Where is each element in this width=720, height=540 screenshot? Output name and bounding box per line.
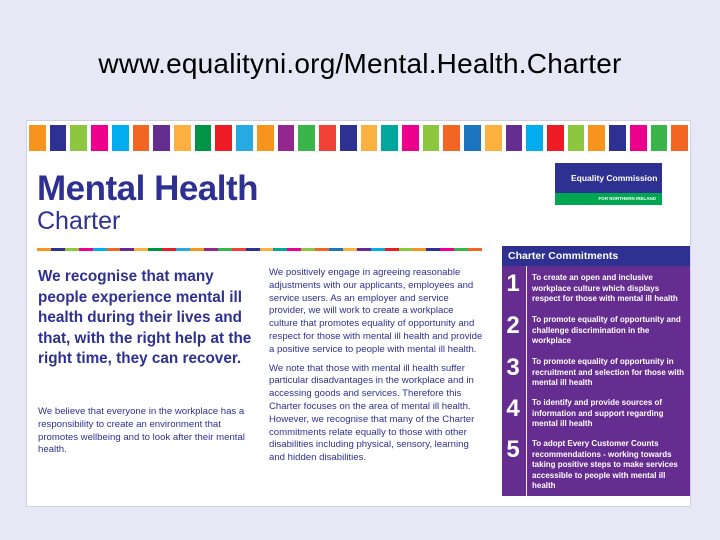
- mini-stripe-segment: [412, 248, 426, 251]
- mini-stripe-segment: [37, 248, 51, 251]
- stripe-segment: [91, 125, 108, 151]
- document-title-sub: Charter: [37, 207, 121, 235]
- mini-stripe-segment: [385, 248, 399, 251]
- stripe-segment: [236, 125, 253, 151]
- mini-stripe-segment: [218, 248, 232, 251]
- stripe-segment: [588, 125, 605, 151]
- stripe-segment: [568, 125, 585, 151]
- stripe-segment: [70, 125, 87, 151]
- commitment-number: 1: [506, 270, 520, 297]
- stripe-segment: [278, 125, 295, 151]
- stripe-segment: [671, 125, 688, 151]
- stripe-segment: [215, 125, 232, 151]
- stripe-segment: [381, 125, 398, 151]
- middle-column: [269, 267, 484, 471]
- mini-stripe-segment: [287, 248, 301, 251]
- mini-stripe-segment: [120, 248, 134, 251]
- mini-stripe-segment: [315, 248, 329, 251]
- stripe-segment: [464, 125, 481, 151]
- mini-stripe-segment: [440, 248, 454, 251]
- mini-stripe-segment: [93, 248, 107, 251]
- commitments-heading: Charter Commitments: [502, 246, 690, 266]
- mini-stripe-segment: [79, 248, 93, 251]
- mini-stripe-segment: [190, 248, 204, 251]
- mini-stripe-segment: [176, 248, 190, 251]
- middle-paragraph-2: We note that those with mental ill health suffer particular disadvantages in the workplace and in accessing goods and services. Therefore this Charter focuses on the area of mental ill health. However, we recognise that many of the Charter commitments relate equally to those with other disabilities including physical, sensory, learning and hidden disabilities.: [269, 362, 475, 464]
- equality-commission-logo: [555, 163, 662, 205]
- stripe-segment: [340, 125, 357, 151]
- commitment-number: 2: [506, 312, 520, 339]
- commitment-number: 3: [506, 354, 520, 381]
- stripe-segment: [361, 125, 378, 151]
- mini-stripe-segment: [273, 248, 287, 251]
- mini-stripe-segment: [371, 248, 385, 251]
- mini-stripe-segment: [357, 248, 371, 251]
- mini-stripe-segment: [468, 248, 482, 251]
- logo-subtitle: FOR NORTHERN IRELAND: [555, 193, 662, 205]
- commitment-number: 4: [506, 395, 520, 422]
- mini-stripe-segment: [343, 248, 357, 251]
- mini-color-stripe: [37, 248, 482, 251]
- commitment-text: To create an open and inclusive workplace culture which displays respect for those with mental ill health: [532, 273, 678, 303]
- stripe-segment: [50, 125, 67, 151]
- stripe-segment: [423, 125, 440, 151]
- commitment-text: To promote equality of opportunity in recruitment and selection for those with mental ill health: [532, 357, 685, 387]
- mini-stripe-segment: [426, 248, 440, 251]
- mini-stripe-segment: [260, 248, 274, 251]
- stripe-segment: [630, 125, 647, 151]
- commitment-number: 5: [506, 436, 520, 463]
- commitment-text: To identify and provide sources of information and support regarding mental ill health: [532, 398, 664, 428]
- mini-stripe-segment: [232, 248, 246, 251]
- commitment-text: To promote equality of opportunity and challenge discrimination in the workplace: [532, 315, 681, 345]
- stripe-segment: [547, 125, 564, 151]
- commitments-panel: [502, 246, 690, 496]
- mini-stripe-segment: [65, 248, 79, 251]
- document-title-main: Mental Health: [37, 169, 259, 208]
- stripe-segment: [195, 125, 212, 151]
- stripe-segment: [443, 125, 460, 151]
- mini-stripe-segment: [246, 248, 260, 251]
- mini-stripe-segment: [162, 248, 176, 251]
- stripe-segment: [609, 125, 626, 151]
- mini-stripe-segment: [107, 248, 121, 251]
- charter-document: [27, 121, 690, 506]
- mini-stripe-segment: [454, 248, 468, 251]
- mini-stripe-segment: [134, 248, 148, 251]
- slide-url-heading: www.equalityni.org/Mental.Health.Charter: [98, 48, 622, 79]
- stripe-segment: [526, 125, 543, 151]
- lead-statement: We recognise that many people experience mental ill health during their lives and that, with the right help at the right time, they can recover.: [38, 268, 252, 367]
- stripe-segment: [112, 125, 129, 151]
- mini-stripe-segment: [399, 248, 413, 251]
- mini-stripe-segment: [329, 248, 343, 251]
- belief-statement: We believe that everyone in the workplace has a responsibility to create an environment that promotes wellbeing and to look after their mental health.: [38, 406, 245, 456]
- mini-stripe-segment: [301, 248, 315, 251]
- commitment-text: To adopt Every Customer Counts recommendations - working towards taking positive steps to make services accessible to people with mental ill health: [532, 439, 678, 490]
- mini-stripe-segment: [148, 248, 162, 251]
- stripe-segment: [29, 125, 46, 151]
- mini-stripe-segment: [51, 248, 65, 251]
- stripe-segment: [298, 125, 315, 151]
- logo-name: Equality Commission: [555, 163, 662, 193]
- stripe-segment: [506, 125, 523, 151]
- color-stripe-banner: [27, 121, 690, 147]
- stripe-segment: [319, 125, 336, 151]
- stripe-segment: [485, 125, 502, 151]
- commitments-divider: [526, 266, 527, 496]
- stripe-segment: [257, 125, 274, 151]
- stripe-segment: [174, 125, 191, 151]
- stripe-segment: [651, 125, 668, 151]
- middle-paragraph-1: We positively engage in agreeing reasonable adjustments with our applicants, employees and service users. As an employer and service provider, we will work to create a workplace culture that promotes equality of opportunity and respect for those with mental ill health and provide a positive service to people with mental ill health.: [269, 267, 483, 355]
- stripe-segment: [153, 125, 170, 151]
- stripe-segment: [402, 125, 419, 151]
- mini-stripe-segment: [204, 248, 218, 251]
- stripe-segment: [133, 125, 150, 151]
